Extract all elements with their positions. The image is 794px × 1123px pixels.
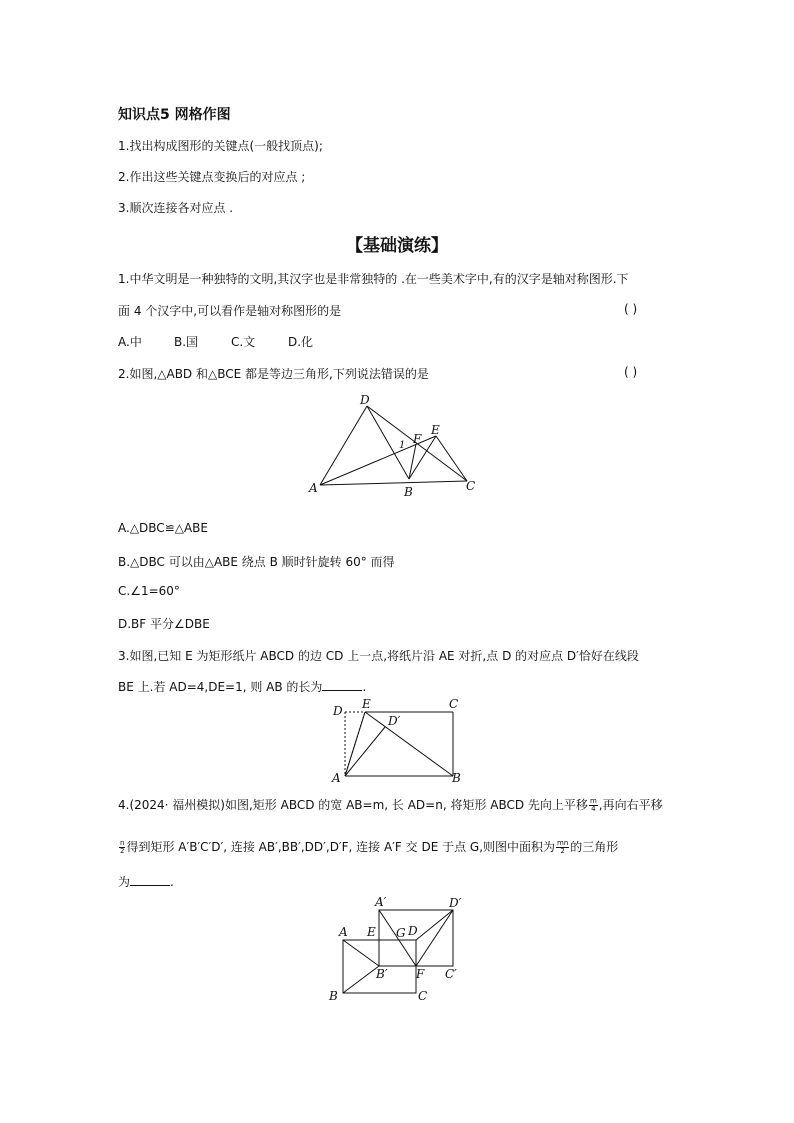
- q4-frac3-num: mn: [557, 839, 569, 847]
- q4-fraction-n-over-2: [119, 840, 125, 855]
- q4-label-d-prime: D′: [449, 896, 462, 910]
- q4-label-e: E: [367, 925, 376, 939]
- q2-option-d: D.BF 平分∠DBE: [118, 617, 210, 631]
- q2-label-a: A: [309, 481, 318, 495]
- q4-fraction-mn-over-2: [556, 840, 569, 855]
- knowledge-title: 知识点5 网格作图: [118, 107, 231, 123]
- q4-label-a: A: [339, 925, 348, 939]
- q2-label-angle-1: 1: [399, 440, 406, 451]
- q4-line-1-tail: ,再向右平移: [598, 798, 663, 812]
- answer-blank: [130, 875, 170, 886]
- q4-line-3: [118, 873, 174, 890]
- q4-line-1: [118, 796, 663, 813]
- q3-line-2: [118, 678, 366, 695]
- q3-label-c: C: [449, 697, 459, 711]
- q3-line-2-end: .: [362, 680, 367, 694]
- q3-label-d-prime: D′: [388, 714, 401, 728]
- q2-stem: 2.如图,△ABD 和△BCE 都是等边三角形,下列说法错误的是: [118, 367, 429, 381]
- q4-line-1-text: 4.(2024· 福州模拟)如图,矩形 ABCD 的宽 AB=m, 长 AD=n, 将矩形 ABCD 先向上平移: [118, 798, 588, 812]
- q2-answer-paren: ( ): [624, 365, 638, 379]
- q3-label-a: A: [332, 771, 341, 785]
- q2-label-b: B: [404, 485, 413, 499]
- q4-label-a-prime: A′: [375, 895, 387, 909]
- q4-label-d: D: [408, 924, 418, 938]
- q4-line-2-tail: 的三角形: [570, 840, 619, 854]
- q2-label-e: E: [431, 423, 440, 437]
- q4-label-b: B: [329, 989, 338, 1003]
- q2-label-c: C: [466, 479, 476, 493]
- q1-answer-paren: ( ): [624, 302, 638, 316]
- q3-line-1: 3.如图,已知 E 为矩形纸片 ABCD 的边 CD 上一点,将纸片沿 AE 对折,点 D 的对应点 D′恰好在线段: [118, 649, 639, 663]
- knowledge-step-1: 1.找出构成图形的关键点(一般找顶点);: [118, 139, 323, 153]
- q4-figure: [325, 890, 475, 1005]
- q1-line-2: 面 4 个汉字中,可以看作是轴对称图形的是: [118, 304, 342, 318]
- q4-label-f: F: [416, 967, 425, 981]
- q2-option-c: C.∠1=60°: [118, 584, 180, 598]
- knowledge-step-3: 3.顺次连接各对应点 .: [118, 201, 234, 215]
- q4-line-2-text: 得到矩形 A′B′C′D′, 连接 AB′,BB′,DD′,D′F, 连接 A′F 交 DE 于点 G,则图中面积为: [126, 840, 556, 854]
- q1-option-c: C.文: [231, 335, 256, 349]
- q4-frac1-num: m: [589, 797, 597, 805]
- q3-label-b: B: [452, 771, 461, 785]
- q4-frac2-den: 2: [120, 847, 125, 855]
- q4-line-3-end: .: [170, 875, 174, 889]
- q4-label-c: C: [418, 989, 428, 1003]
- q3-label-e: E: [362, 697, 371, 711]
- knowledge-step-2: 2.作出这些关键点变换后的对应点 ;: [118, 170, 306, 184]
- q4-label-b-prime: B′: [376, 967, 388, 981]
- q4-line-2: [118, 838, 618, 855]
- q2-option-b: B.△DBC 可以由△ABE 绕点 B 顺时针旋转 60° 而得: [118, 555, 395, 569]
- q4-frac1-den: 4: [591, 805, 596, 813]
- q1-option-a: A.中: [118, 335, 142, 349]
- section-title: 【基础演练】: [346, 236, 448, 256]
- q2-label-f: F: [413, 432, 422, 446]
- q1-option-d: D.化: [288, 335, 314, 349]
- q2-option-a: A.△DBC≌△ABE: [118, 521, 208, 535]
- q3-figure: [328, 696, 468, 786]
- q4-label-g: G: [396, 926, 406, 940]
- q4-line-3-text: 为: [118, 875, 131, 889]
- q4-label-c-prime: C′: [445, 967, 457, 981]
- q4-fraction-m-over-4: [589, 798, 598, 813]
- q3-line-2-text: BE 上.若 AD=4,DE=1, 则 AB 的长为: [118, 680, 323, 694]
- q3-label-d: D: [333, 704, 343, 718]
- q4-frac2-num: n: [120, 839, 125, 847]
- q2-figure: [305, 392, 490, 504]
- q2-label-d: D: [360, 393, 370, 407]
- q1-option-b: B.国: [174, 335, 199, 349]
- q1-line-1: 1.中华文明是一种独特的文明,其汉字也是非常独特的 .在一些美术字中,有的汉字是轴对称图形.下: [118, 272, 629, 286]
- q4-frac3-den: 2: [560, 847, 565, 855]
- answer-blank: [322, 680, 362, 691]
